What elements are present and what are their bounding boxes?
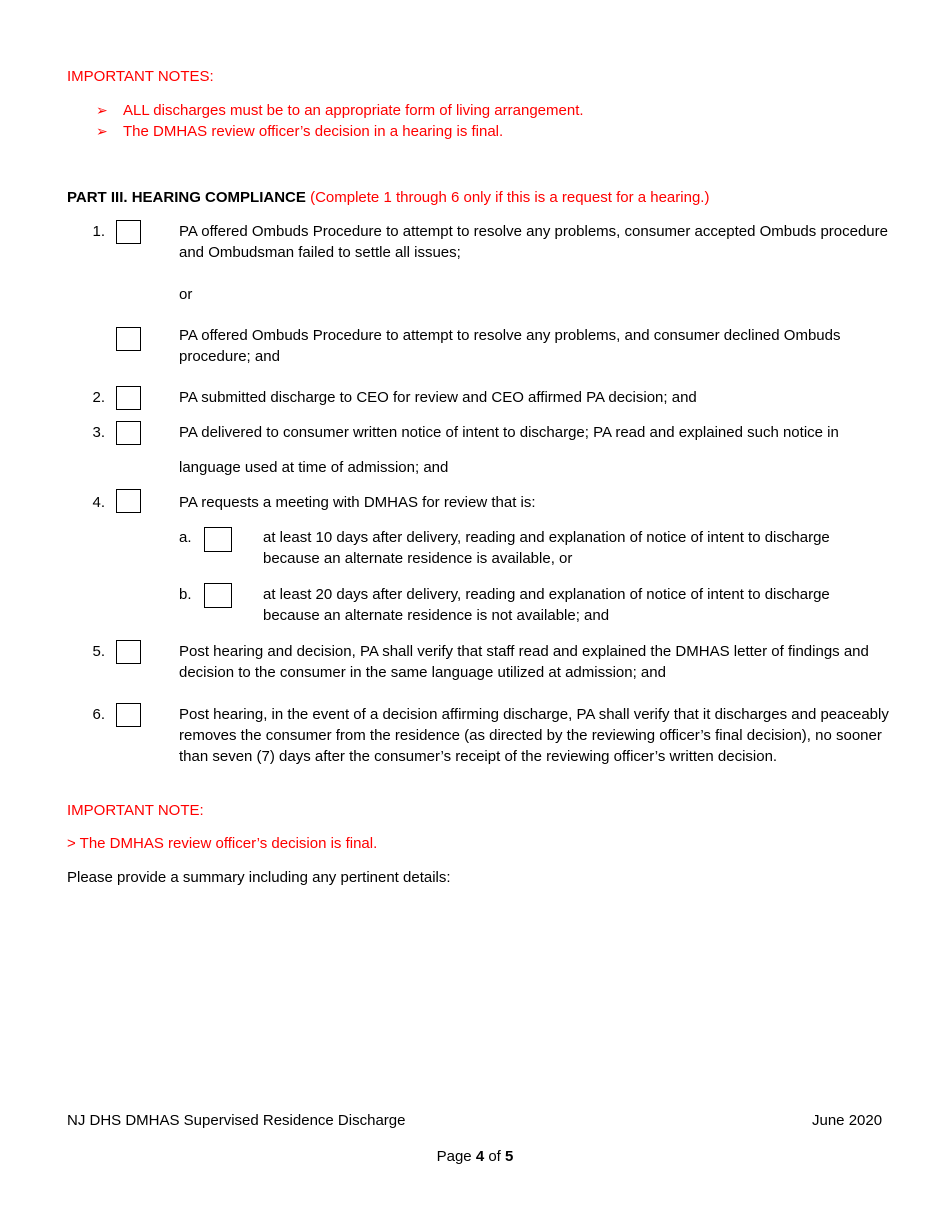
item-4a-text: at least 10 days after delivery, reading and explanation of notice of intent to discharge because an alternate residence is available, or <box>263 529 830 567</box>
item-2-checkbox[interactable] <box>116 386 141 410</box>
item-number: 4. <box>92 494 105 511</box>
item-3-checkbox[interactable] <box>116 421 141 445</box>
item-1-checkbox[interactable] <box>116 220 141 244</box>
item-4-text: PA requests a meeting with DMHAS for review that is: <box>179 494 536 511</box>
item-number: 1. <box>92 223 105 240</box>
item-1-alt-checkbox[interactable] <box>116 327 141 351</box>
item-2-text: PA submitted discharge to CEO for review and CEO affirmed PA decision; and <box>179 389 697 406</box>
part3-heading <box>67 187 709 208</box>
item-1-text: PA offered Ombuds Procedure to attempt to resolve any problems, consumer accepted Ombuds procedure and Ombudsman failed to settle all issues; <box>179 223 888 261</box>
important-notes-heading: IMPORTANT NOTES: <box>67 68 214 85</box>
item-4-checkbox[interactable] <box>116 489 141 513</box>
subitem-letter: a. <box>179 529 192 546</box>
note-item: ALL discharges must be to an appropriate form of living arrangement. <box>123 102 584 119</box>
item-number: 6. <box>92 706 105 723</box>
item-number: 5. <box>92 643 105 660</box>
item-4b-checkbox[interactable] <box>204 583 232 608</box>
footer-left: NJ DHS DMHAS Supervised Residence Discharge <box>67 1112 406 1129</box>
item-4a-checkbox[interactable] <box>204 527 232 552</box>
item-number: 3. <box>92 424 105 441</box>
item-4b-text: at least 20 days after delivery, reading and explanation of notice of intent to discharge because an alternate residence is not available; and <box>263 586 830 624</box>
item-3-text: PA delivered to consumer written notice of intent to discharge; PA read and explained such notice in <box>179 424 839 441</box>
item-1-alt-text: PA offered Ombuds Procedure to attempt to resolve any problems, and consumer declined Ombuds procedure; and <box>179 327 841 365</box>
item-5-checkbox[interactable] <box>116 640 141 664</box>
important-note-item: > The DMHAS review officer’s decision is final. <box>67 835 378 852</box>
page-number <box>0 1146 950 1167</box>
subitem-letter: b. <box>179 586 192 603</box>
page-of: of <box>488 1148 501 1165</box>
page-total: 5 <box>505 1148 514 1165</box>
summary-prompt: Please provide a summary including any pertinent details: <box>67 869 451 886</box>
arrowhead-bullet-icon: ➢ <box>96 102 108 118</box>
item-5-text: Post hearing and decision, PA shall verify that staff read and explained the DMHAS letter of findings and decision to the consumer in the same language utilized at admission; and <box>179 643 869 681</box>
item-6-checkbox[interactable] <box>116 703 141 727</box>
note-item: The DMHAS review officer’s decision in a hearing is final. <box>123 123 504 140</box>
important-note-heading: IMPORTANT NOTE: <box>67 802 204 819</box>
item-6-text: Post hearing, in the event of a decision affirming discharge, PA shall verify that it discharges and peaceably removes the consumer from the residence (as directed by the reviewing officer’s final decision), no sooner than seven (7) days after the consumer’s receipt of the reviewing officer’s written decision. <box>179 706 889 765</box>
footer-right: June 2020 <box>812 1112 883 1129</box>
item-number: 2. <box>92 389 105 406</box>
page-prefix: Page <box>436 1148 472 1165</box>
part3-title: PART III. HEARING COMPLIANCE <box>67 189 306 206</box>
or-label: or <box>179 286 193 303</box>
item-3-text-cont: language used at time of admission; and <box>179 459 449 476</box>
part3-instruction: (Complete 1 through 6 only if this is a request for a hearing.) <box>310 189 710 206</box>
page-current: 4 <box>475 1148 485 1165</box>
arrowhead-bullet-icon: ➢ <box>96 123 108 139</box>
